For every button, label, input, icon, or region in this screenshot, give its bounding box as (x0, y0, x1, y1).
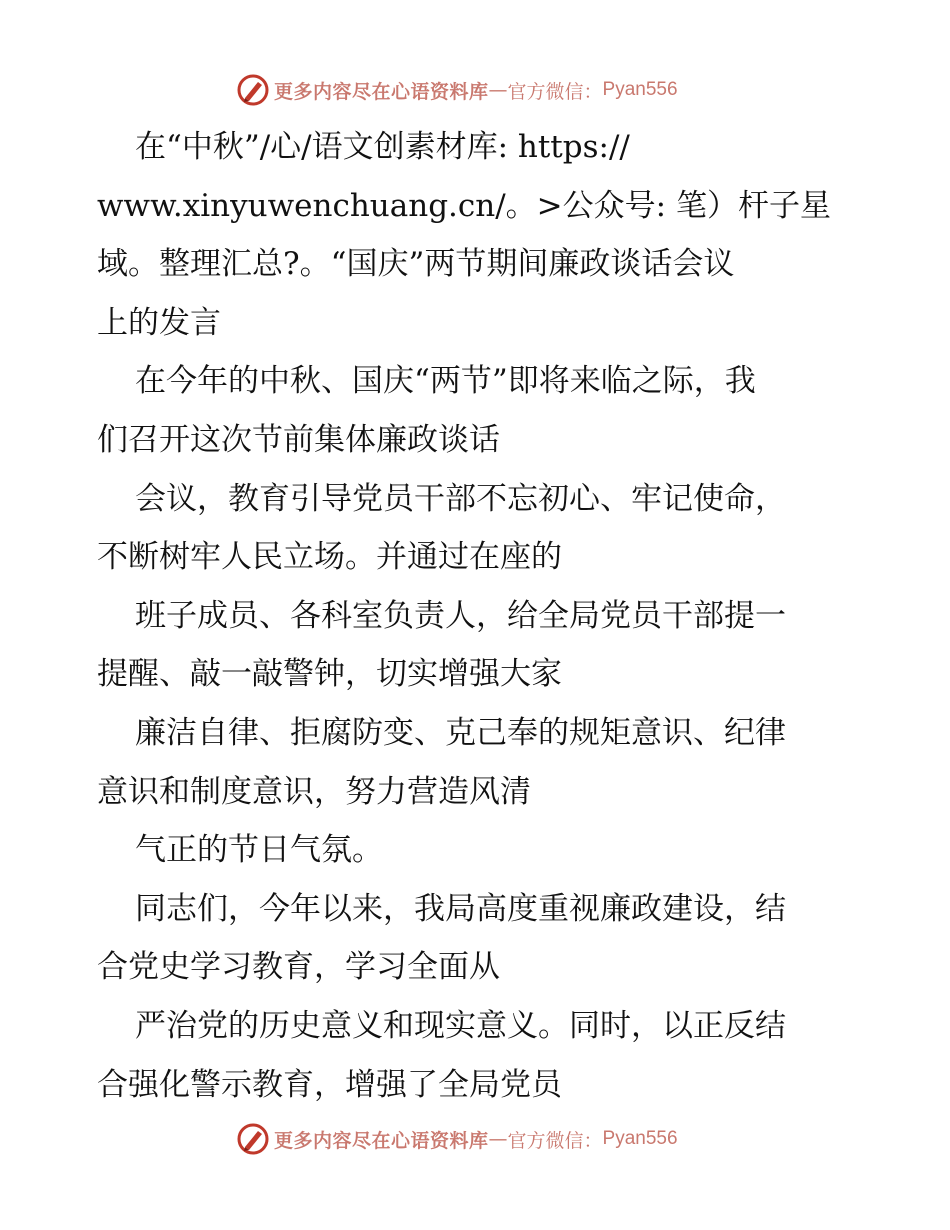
text-line: 严治党的历史意义和现实意义。同时，以正反结 (135, 1007, 786, 1044)
document-body (97, 118, 857, 1114)
header-banner (236, 70, 716, 110)
text-line: 合党史学习教育，学习全面从 (97, 949, 500, 986)
pen-logo-icon (236, 1122, 270, 1156)
pen-logo-icon (236, 73, 270, 107)
text-line: 上的发言 (97, 304, 221, 341)
text-line: 同志们，今年以来，我局高度重视廉政建设，结 (135, 890, 786, 927)
text-line: 域。整理汇总?。“国庆”两节期间廉政谈话会议 (97, 246, 735, 283)
text-line: 班子成员、各科室负责人，给全局党员干部提一 (135, 597, 786, 634)
banner-contact-label: 官方微信： (507, 1129, 603, 1152)
text-line: 气正的节日气氛。 (135, 832, 383, 869)
text-line: 廉洁自律、拒腐防变、克己奉的规矩意识、纪律 (135, 714, 786, 751)
banner-wechat-id: Pyan556 (602, 79, 678, 100)
banner-text: 更多内容尽在心语资料库 (274, 80, 489, 103)
banner-separator: — (488, 79, 508, 101)
banner-contact-label: 官方微信： (507, 80, 603, 103)
text-line: 合强化警示教育，增强了全局党员 (97, 1066, 562, 1103)
text-line: 会议，教育引导党员干部不忘初心、牢记使命， (135, 480, 786, 517)
text-line: 们召开这次节前集体廉政谈话 (97, 421, 500, 458)
banner-wechat-id: Pyan556 (602, 1128, 678, 1149)
text-line: 在“中秋”/心/语文创素材库: https:// (135, 129, 630, 165)
text-line: 不断树牢人民立场。并通过在座的 (97, 539, 562, 576)
footer-banner (236, 1119, 716, 1159)
text-line: 在今年的中秋、国庆“两节”即将来临之际，我 (135, 363, 756, 400)
text-line: 意识和制度意识，努力营造风清 (97, 773, 531, 810)
text-line: www.xinyuwenchuang.cn/。>公众号: 笔）杆子星 (97, 187, 831, 224)
banner-separator: — (488, 1128, 508, 1150)
banner-text: 更多内容尽在心语资料库 (274, 1129, 489, 1152)
text-line: 提醒、敲一敲警钟，切实增强大家 (97, 656, 562, 693)
